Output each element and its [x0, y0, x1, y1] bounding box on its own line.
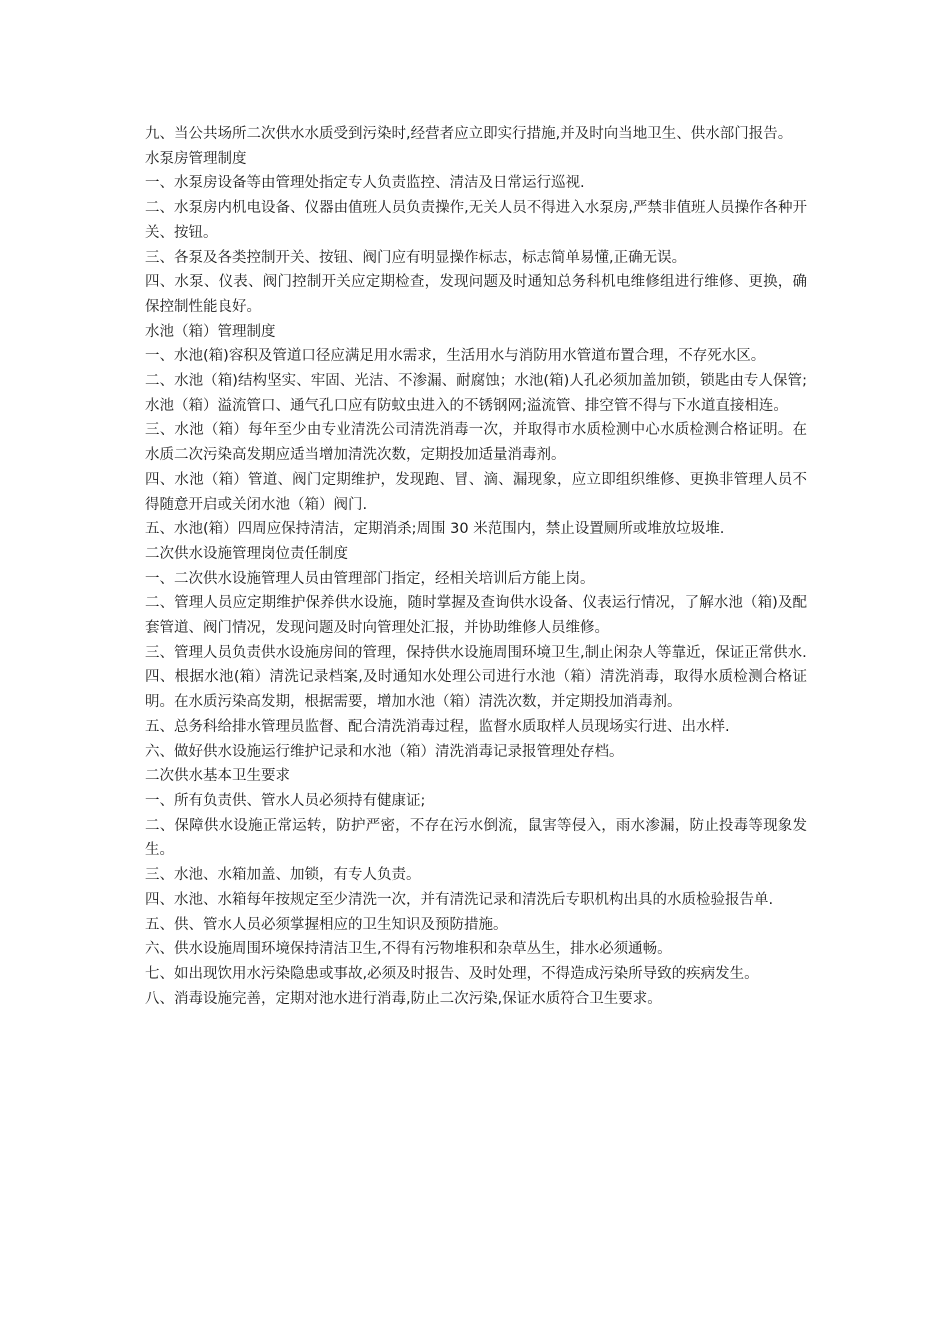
section-heading: 二次供水基本卫生要求	[145, 768, 290, 785]
paragraph: 二、水泵房内机电设备、仪器由值班人员负责操作,无关人员不得进入水泵房,严禁非值班人员操作各种开关、按钮。	[145, 200, 807, 241]
paragraph: 二、水池（箱)结构坚实、牢固、光洁、不渗漏、耐腐蚀；水池(箱)人孔必须加盖加锁，锁匙由专人保管;水池（箱）溢流管口、通气孔口应有防蚊虫进入的不锈钢网;溢流管、排空管不得与下水道直接相连。	[145, 373, 807, 414]
paragraph: 五、总务科给排水管理员监督、配合清洗消毒过程，监督水质取样人员现场实行进、出水样.	[145, 718, 730, 735]
paragraph: 六、供水设施周围环境保持清洁卫生,不得有污物堆积和杂草丛生，排水必须通畅。	[145, 941, 672, 958]
paragraph: 二、保障供水设施正常运转，防护严密，不存在污水倒流，鼠害等侵入，雨水渗漏，防止投毒等现象发生。	[145, 817, 807, 859]
paragraph: 一、水池(箱)容积及管道口径应满足用水需求，生活用水与消防用水管道布置合理，不存死水区。	[145, 348, 766, 365]
paragraph: 二、管理人员应定期维护保养供水设施，随时掌握及查询供水设备、仪表运行情况，了解水池（箱)及配套管道、阀门情况，发现问题及时向管理处汇报，并协助维修人员维修。	[145, 595, 807, 637]
paragraph: 四、水池（箱）管道、阀门定期维护，发现跑、冒、滴、漏现象，应立即组织维修、更换非管理人员不得随意开启或关闭水池（箱）阀门.	[145, 471, 807, 513]
paragraph: 七、如出现饮用水污染隐患或事故,必须及时报告、及时处理，不得造成污染所导致的疾病发生。	[145, 965, 759, 982]
section-heading: 水池（箱）管理制度	[145, 323, 276, 340]
paragraph: 六、做好供水设施运行维护记录和水池（箱）清洗消毒记录报管理处存档。	[145, 743, 624, 760]
section-heading: 二次供水设施管理岗位责任制度	[145, 545, 348, 562]
paragraph: 五、供、管水人员必须掌握相应的卫生知识及预防措施。	[145, 916, 508, 933]
paragraph: 三、水池（箱）每年至少由专业清洗公司清洗消毒一次，并取得市水质检测中心水质检测合格证明。在水质二次污染高发期应适当增加清洗次数，定期投加适量消毒剂。	[145, 422, 807, 464]
section-heading: 水泵房管理制度	[145, 150, 247, 167]
paragraph: 一、二次供水设施管理人员由管理部门指定，经相关培训后方能上岗。	[145, 570, 595, 587]
paragraph: 五、水池(箱）四周应保持清洁，定期消杀;周围 30 米范围内，禁止设置厕所或堆放垃圾堆.	[145, 521, 725, 538]
paragraph: 三、各泵及各类控制开关、按钮、阀门应有明显操作标志，标志简单易懂,正确无误。	[145, 249, 687, 266]
paragraph: 九、当公共场所二次供水水质受到污染时,经营者应立即实行措施,并及时向当地卫生、供水部门报告。	[145, 126, 793, 142]
paragraph: 四、根据水池(箱）清洗记录档案,及时通知水处理公司进行水池（箱）清洗消毒，取得水质检测合格证明。在水质污染高发期，根据需要，增加水池（箱）清洗次数，并定期投加消毒剂。	[145, 669, 807, 711]
paragraph: 四、水池、水箱每年按规定至少清洗一次，并有清洗记录和清洗后专职机构出具的水质检验报告单.	[145, 891, 774, 908]
paragraph: 三、管理人员负责供水设施房间的管理，保持供水设施周围环境卫生,制止闲杂人等靠近，保证正常供水.	[145, 644, 807, 661]
paragraph: 八、消毒设施完善，定期对池水进行消毒,防止二次污染,保证水质符合卫生要求。	[145, 990, 662, 1007]
paragraph: 三、水池、水箱加盖、加锁，有专人负责。	[145, 867, 421, 884]
paragraph: 四、水泵、仪表、阀门控制开关应定期检查，发现问题及时通知总务科机电维修组进行维修、更换，确保控制性能良好。	[145, 274, 807, 315]
paragraph: 一、所有负责供、管水人员必须持有健康证;	[145, 792, 426, 809]
paragraph: 一、水泵房设备等由管理处指定专人负责监控、清洁及日常运行巡视.	[145, 175, 585, 192]
document-page	[145, 122, 807, 1011]
